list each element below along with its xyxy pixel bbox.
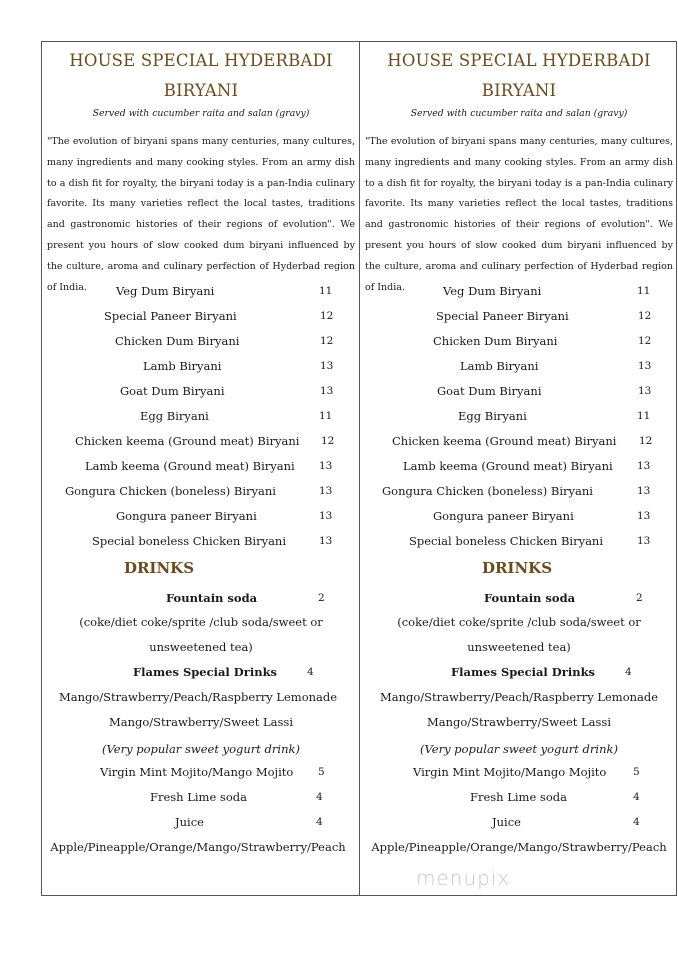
item-price: 13 (319, 485, 333, 497)
item-price: 13 (320, 360, 334, 372)
item-price: 4 (307, 666, 314, 678)
menu-item (361, 409, 677, 429)
item-name: Special Paneer Biryani (104, 309, 237, 323)
drink-item (361, 815, 677, 835)
item-price: 2 (318, 592, 325, 604)
drink-item (43, 815, 359, 835)
item-price: 11 (319, 285, 333, 297)
item-price: 13 (637, 485, 651, 497)
drink-item (43, 790, 359, 810)
menu-item (43, 534, 359, 554)
menu-item (361, 534, 677, 554)
item-price: 4 (316, 791, 323, 803)
menu-title: HOUSE SPECIAL HYDERBADI (69, 51, 333, 70)
item-name: Special boneless Chicken Biryani (409, 534, 604, 548)
item-name: Lamb Biryani (460, 359, 539, 373)
item-price: 2 (636, 592, 643, 604)
item-price: 4 (625, 666, 632, 678)
item-name: Lamb Biryani (143, 359, 222, 373)
item-name: Fountain soda (166, 591, 258, 605)
item-price: 13 (638, 385, 652, 397)
item-name: Veg Dum Biryani (443, 284, 542, 298)
item-name: Goat Dum Biryani (437, 384, 542, 398)
item-price: 4 (316, 816, 323, 828)
juice-flavors: Apple/Pineapple/Orange/Mango/Strawberry/Peach (50, 840, 346, 854)
menu-item (43, 409, 359, 429)
item-price: 12 (320, 310, 334, 322)
drink-item (43, 665, 359, 685)
item-name: Chicken keema (Ground meat) Biryani (75, 434, 300, 448)
item-name: Fresh Lime soda (150, 790, 247, 804)
item-name: Chicken Dum Biryani (115, 334, 240, 348)
item-price: 13 (638, 360, 652, 372)
menu-item (361, 509, 677, 529)
menu-item (361, 284, 677, 304)
item-price: 13 (319, 535, 333, 547)
menu-item (361, 309, 677, 329)
drink-item (43, 591, 359, 611)
menu-item (361, 434, 677, 454)
drink-item (43, 765, 359, 785)
lemonade-line: Mango/Strawberry/Peach/Raspberry Lemonade (58, 690, 338, 704)
item-name: Veg Dum Biryani (116, 284, 215, 298)
item-name: Juice (175, 815, 204, 829)
drink-item (361, 765, 677, 785)
item-name: Lamb keema (Ground meat) Biryani (403, 459, 613, 473)
item-name: Flames Special Drinks (451, 665, 596, 679)
item-name: Flames Special Drinks (133, 665, 278, 679)
item-price: 12 (320, 335, 334, 347)
item-price: 4 (633, 816, 640, 828)
item-price: 11 (637, 285, 651, 297)
item-price: 11 (637, 410, 651, 422)
menu-item (361, 334, 677, 354)
menu-title-biryani: BIRYANI (481, 81, 557, 100)
item-name: Egg Biryani (458, 409, 527, 423)
lassi-note: (Very popular sweet yogurt drink) (420, 742, 618, 756)
fountain-options-cont: unsweetened tea) (149, 640, 253, 654)
drink-item (361, 790, 677, 810)
menu-item (361, 384, 677, 404)
item-price: 4 (633, 791, 640, 803)
menu-item (361, 484, 677, 504)
item-name: Special Paneer Biryani (436, 309, 569, 323)
item-name: Virgin Mint Mojito/Mango Mojito (413, 765, 607, 779)
item-price: 13 (637, 535, 651, 547)
lassi-line: Mango/Strawberry/Sweet Lassi (426, 715, 611, 729)
item-name: Gongura Chicken (boneless) Biryani (65, 484, 276, 498)
item-name: Gongura Chicken (boneless) Biryani (382, 484, 593, 498)
item-name: Chicken Dum Biryani (433, 334, 558, 348)
item-price: 13 (319, 460, 333, 472)
menu-item (43, 434, 359, 454)
fountain-options-cont: unsweetened tea) (467, 640, 571, 654)
item-name: Gongura paneer Biryani (116, 509, 257, 523)
menu-item (43, 309, 359, 329)
item-price: 5 (318, 766, 325, 778)
item-name: Goat Dum Biryani (120, 384, 225, 398)
menupix-watermark: menupix (416, 866, 511, 890)
lemonade-line: Mango/Strawberry/Peach/Raspberry Lemonade (379, 690, 659, 704)
drinks-heading: DRINKS (481, 559, 553, 577)
item-name: Lamb keema (Ground meat) Biryani (85, 459, 295, 473)
item-name: Chicken keema (Ground meat) Biryani (392, 434, 617, 448)
menu-item (43, 459, 359, 479)
column-divider (359, 41, 360, 896)
menu-item (43, 484, 359, 504)
menu-title-biryani: BIRYANI (163, 81, 239, 100)
item-price: 12 (638, 335, 652, 347)
fountain-options: (coke/diet coke/sprite /club soda/sweet or (397, 615, 641, 629)
item-price: 13 (637, 460, 651, 472)
menu-item (43, 359, 359, 379)
intro-paragraph: "The evolution of biryani spans many centuries, many cultures, many ingredients and many cooking styles. From an army dish to a dish fit for royalty, the biryani today is a pan-India culinary favorite. Its many varieties reflect the local tastes, traditions and gastronomic histories of their regions of evolution". We present you hours of slow cooked dum biryani influenced by the culture, aroma and culinary perfection of Hyderbad region of India. (365, 136, 673, 293)
juice-flavors: Apple/Pineapple/Orange/Mango/Strawberry/Peach (371, 840, 667, 854)
menu-item (43, 509, 359, 529)
lassi-note: (Very popular sweet yogurt drink) (102, 742, 300, 756)
drinks-heading: DRINKS (123, 559, 195, 577)
fountain-options: (coke/diet coke/sprite /club soda/sweet or (79, 615, 323, 629)
intro-paragraph: "The evolution of biryani spans many centuries, many cultures, many ingredients and many cooking styles. From an army dish to a dish fit for royalty, the biryani today is a pan-India culinary favorite. Its many varieties reflect the local tastes, traditions and gastronomic histories of their regions of evolution". We present you hours of slow cooked dum biryani influenced by the culture, aroma and culinary perfection of Hyderbad region of India. (47, 136, 355, 293)
menu-item (43, 384, 359, 404)
item-price: 5 (633, 766, 640, 778)
menu-item (361, 459, 677, 479)
menu-item (43, 334, 359, 354)
item-name: Gongura paneer Biryani (433, 509, 574, 523)
item-name: Fresh Lime soda (470, 790, 567, 804)
item-name: Egg Biryani (140, 409, 209, 423)
item-price: 12 (321, 435, 335, 447)
item-price: 13 (637, 510, 651, 522)
menu-subtitle: Served with cucumber raita and salan (gravy) (410, 108, 628, 119)
drink-item (361, 665, 677, 685)
item-name: Virgin Mint Mojito/Mango Mojito (100, 765, 294, 779)
lassi-line: Mango/Strawberry/Sweet Lassi (108, 715, 293, 729)
menu-title: HOUSE SPECIAL HYDERBADI (387, 51, 651, 70)
item-price: 13 (319, 510, 333, 522)
item-name: Fountain soda (484, 591, 576, 605)
drink-item (361, 591, 677, 611)
item-price: 11 (319, 410, 333, 422)
item-price: 12 (639, 435, 653, 447)
item-name: Juice (492, 815, 521, 829)
item-name: Special boneless Chicken Biryani (92, 534, 287, 548)
menu-item (43, 284, 359, 304)
item-price: 12 (638, 310, 652, 322)
menu-item (361, 359, 677, 379)
menu-subtitle: Served with cucumber raita and salan (gravy) (92, 108, 310, 119)
item-price: 13 (320, 385, 334, 397)
